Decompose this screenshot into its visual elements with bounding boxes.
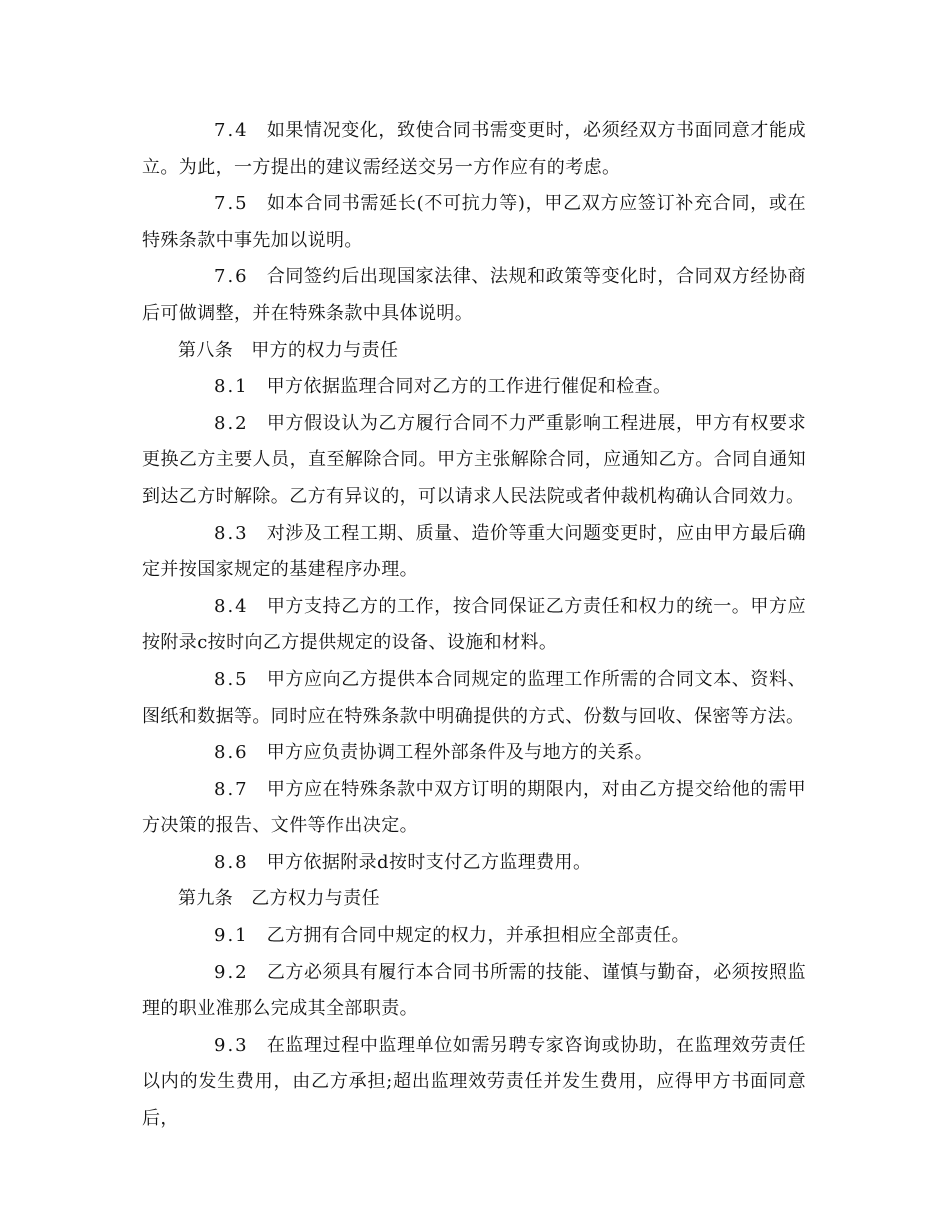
article-title: 甲方的权力与责任 [251, 339, 399, 361]
clause-text: 甲方应在特殊条款中双方订明的期限内，对由乙方提交给他的需甲方决策的报告、文件等作出决定。 [142, 778, 806, 837]
clause-9-2 [142, 955, 806, 1028]
clause-8-1 [142, 369, 806, 406]
clause-text: 对涉及工程工期、质量、造价等重大问题变更时，应由甲方最后确定并按国家规定的基建程序办理。 [142, 522, 806, 581]
clause-text: 乙方必须具有履行本合同书所需的技能、谨慎与勤奋，必须按照监理的职业准那么完成其全部职责。 [142, 961, 806, 1020]
clause-number: 7.5 [214, 193, 249, 215]
clause-number: 9.3 [214, 1034, 249, 1056]
clause-text: 甲方依据附录d按时支付乙方监理费用。 [266, 851, 592, 873]
clause-text: 合同签约后出现国家法律、法规和政策等变化时，合同双方经协商后可做调整，并在特殊条款中具体说明。 [142, 266, 806, 324]
clause-text: 乙方拥有合同中规定的权力，并承担相应全部责任。 [266, 925, 690, 947]
clause-number: 8.3 [214, 522, 249, 544]
clause-9-3 [142, 1028, 806, 1138]
clause-text: 甲方假设认为乙方履行合同不力严重影响工程进展，甲方有权要求更换乙方主要人员，直至解除合同。甲方主张解除合同，应通知乙方。合同自通知到达乙方时解除。乙方有异议的，可以请求人民法院或者仲裁机构确认合同效力。 [142, 412, 806, 507]
clause-number: 8.8 [214, 851, 249, 873]
clause-8-7 [142, 772, 806, 845]
clause-8-5 [142, 662, 806, 735]
clause-number: 9.2 [214, 961, 249, 983]
clause-number: 8.4 [214, 595, 249, 617]
clause-8-3 [142, 516, 806, 589]
clause-number: 7.4 [214, 120, 249, 141]
clause-text: 甲方依据监理合同对乙方的工作进行催促和检查。 [266, 376, 672, 398]
clause-text: 如果情况变化，致使合同书需变更时，必须经双方书面同意才能成立。为此，一方提出的建议需经送交另一方作应有的考虑。 [142, 120, 806, 178]
clause-8-8 [142, 845, 806, 882]
clause-text: 甲方应向乙方提供本合同规定的监理工作所需的合同文本、资料、图纸和数据等。同时应在特殊条款中明确提供的方式、份数与回收、保密等方法。 [142, 668, 806, 727]
article-title: 乙方权力与责任 [251, 888, 381, 910]
clause-9-1 [142, 918, 806, 955]
document-body [142, 113, 806, 1138]
article-9-heading [142, 881, 806, 918]
clause-number: 7.6 [214, 266, 249, 288]
clause-7-6 [142, 259, 806, 332]
clause-text: 甲方支持乙方的工作，按合同保证乙方责任和权力的统一。甲方应按附录c按时向乙方提供规定的设备、设施和材料。 [142, 595, 806, 654]
clause-number: 8.6 [214, 742, 249, 764]
clause-text: 甲方应负责协调工程外部条件及与地方的关系。 [266, 742, 654, 764]
clause-text: 在监理过程中监理单位如需另聘专家咨询或协助，在监理效劳责任以内的发生费用，由乙方承担;超出监理效劳责任并发生费用，应得甲方书面同意后， [142, 1034, 806, 1130]
article-label: 第八条 [178, 339, 234, 361]
clause-8-6 [142, 735, 806, 772]
clause-8-2 [142, 406, 806, 516]
clause-number: 8.1 [214, 376, 249, 398]
clause-7-5 [142, 186, 806, 259]
clause-number: 8.5 [214, 668, 249, 690]
clause-7-4 [142, 113, 806, 186]
article-8-heading [142, 333, 806, 370]
clause-number: 9.1 [214, 925, 249, 947]
clause-number: 8.2 [214, 412, 249, 434]
clause-text: 如本合同书需延长(不可抗力等)，甲乙双方应签订补充合同，或在特殊条款中事先加以说明。 [142, 193, 806, 251]
clause-number: 8.7 [214, 778, 249, 800]
clause-8-4 [142, 589, 806, 662]
article-label: 第九条 [178, 888, 234, 910]
